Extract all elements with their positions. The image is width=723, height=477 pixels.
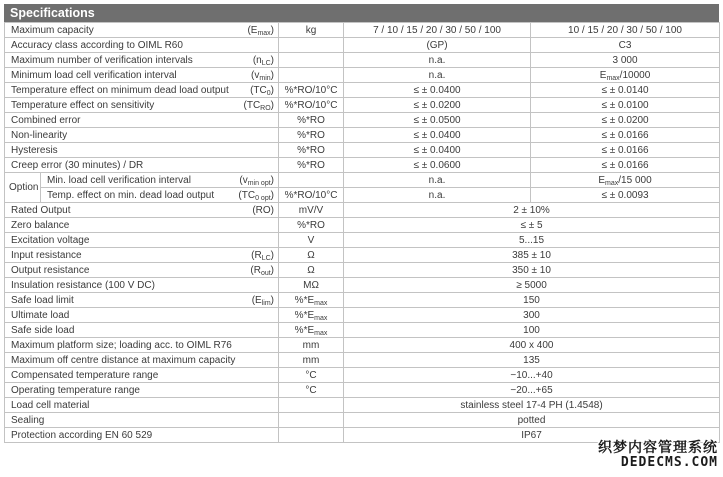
- value-c3-cell: ≤ ± 0.0166: [531, 158, 720, 173]
- value-c3-cell: ≤ ± 0.0166: [531, 128, 720, 143]
- value-c3-cell: 3 000: [531, 53, 720, 68]
- param-name: Sealing: [11, 414, 45, 426]
- spec-row: [5, 53, 720, 68]
- unit-cell: mV/V: [279, 203, 344, 218]
- merged-value-cell: stainless steel 17-4 PH (1.4548): [344, 398, 720, 413]
- unit-cell: [279, 428, 344, 443]
- param-name: Safe side load: [11, 324, 75, 336]
- merged-value-cell: 135: [344, 353, 720, 368]
- param-name: Maximum capacity: [11, 24, 94, 36]
- unit-cell: mm: [279, 338, 344, 353]
- merged-value-cell: 150: [344, 293, 720, 308]
- param-cell: [5, 338, 279, 353]
- spec-row: [5, 398, 720, 413]
- param-name: Load cell material: [11, 399, 90, 411]
- value-gp-cell: ≤ ± 0.0600: [344, 158, 531, 173]
- param-cell: [5, 248, 279, 263]
- param-name: Temperature effect on minimum dead load output: [11, 84, 229, 96]
- spec-table: [4, 22, 720, 443]
- spec-row: [5, 83, 720, 98]
- param-symbol: $(R_{LC})$: [251, 249, 275, 262]
- param-cell: [5, 293, 279, 308]
- param-name: Temp. effect on min. dead load output: [47, 189, 215, 201]
- watermark-line2: DEDECMS.COM: [620, 455, 718, 470]
- unit-cell: [279, 68, 344, 83]
- spec-row: [5, 248, 720, 263]
- value-gp-cell: n.a.: [344, 53, 531, 68]
- value-c3-cell: ≤ ± 0.0140: [531, 83, 720, 98]
- unit-cell: V: [279, 233, 344, 248]
- watermark-line1: 织梦内容管理系统: [598, 439, 718, 455]
- merged-value-cell: 100: [344, 323, 720, 338]
- unit-cell: $\%*E_{max}$: [279, 323, 344, 338]
- param-name: Min. load cell verification interval: [47, 174, 191, 186]
- merged-value-cell: 400 x 400: [344, 338, 720, 353]
- param-cell: [5, 203, 279, 218]
- param-symbol: $(TC_{0 opt})$: [238, 189, 275, 202]
- spec-row: [5, 353, 720, 368]
- param-symbol: $(v_{min})$: [251, 69, 275, 82]
- param-name: Maximum off centre distance at maximum capacity: [11, 354, 236, 366]
- spec-row: [5, 383, 720, 398]
- param-cell: [5, 233, 279, 248]
- merged-value-cell: −20...+65: [344, 383, 720, 398]
- value-c3-cell: C3: [531, 38, 720, 53]
- spec-row: [5, 158, 720, 173]
- param-name: Excitation voltage: [11, 234, 90, 246]
- param-symbol: $(v_{min opt})$: [239, 174, 275, 187]
- unit-cell: %*RO/10°C: [279, 98, 344, 113]
- unit-cell: %*RO: [279, 113, 344, 128]
- spec-row: [5, 143, 720, 158]
- unit-cell: %*RO: [279, 158, 344, 173]
- param-cell: [5, 218, 279, 233]
- spec-row: [5, 188, 720, 203]
- param-symbol: $(E_{lim})$: [251, 294, 275, 307]
- spec-table-body: [5, 23, 720, 443]
- value-gp-cell: ≤ ± 0.0500: [344, 113, 531, 128]
- param-name: Rated Output: [11, 204, 71, 216]
- spec-row: [5, 128, 720, 143]
- unit-cell: °C: [279, 368, 344, 383]
- param-cell: [5, 158, 279, 173]
- merged-value-cell: ≤ ± 5: [344, 218, 720, 233]
- param-cell: [5, 383, 279, 398]
- param-name: Creep error (30 minutes) / DR: [11, 159, 144, 171]
- param-name: Accuracy class according to OIML R60: [11, 39, 183, 51]
- spec-row: [5, 38, 720, 53]
- param-cell: [5, 428, 279, 443]
- param-cell: [41, 188, 279, 203]
- value-c3-cell: $E_{max}/10000$: [531, 68, 720, 83]
- param-cell: [5, 23, 279, 38]
- unit-cell: MΩ: [279, 278, 344, 293]
- unit-cell: Ω: [279, 263, 344, 278]
- spec-row: [5, 368, 720, 383]
- param-name: Input resistance: [11, 249, 82, 261]
- param-name: Operating temperature range: [11, 384, 140, 396]
- param-symbol: $(E_{max})$: [247, 24, 275, 37]
- spec-row: [5, 218, 720, 233]
- value-gp-cell: ≤ ± 0.0400: [344, 83, 531, 98]
- value-c3-cell: ≤ ± 0.0200: [531, 113, 720, 128]
- merged-value-cell: IP67: [344, 428, 720, 443]
- param-cell: [5, 83, 279, 98]
- spec-row: [5, 263, 720, 278]
- merged-value-cell: 5...15: [344, 233, 720, 248]
- param-symbol: $(R_{out})$: [250, 264, 275, 277]
- param-cell: [5, 53, 279, 68]
- unit-cell: [279, 53, 344, 68]
- param-name: Non-linearity: [11, 129, 68, 141]
- spec-row: [5, 233, 720, 248]
- param-cell: [5, 68, 279, 83]
- param-cell: [5, 323, 279, 338]
- param-name: Zero balance: [11, 219, 70, 231]
- value-gp-cell: (GP): [344, 38, 531, 53]
- page-title: Specifications: [4, 4, 719, 22]
- unit-cell: Ω: [279, 248, 344, 263]
- value-c3-cell: ≤ ± 0.0100: [531, 98, 720, 113]
- spec-row: [5, 413, 720, 428]
- merged-value-cell: 385 ± 10: [344, 248, 720, 263]
- spec-row: [5, 308, 720, 323]
- param-cell: [5, 128, 279, 143]
- spec-row: [5, 293, 720, 308]
- unit-cell: $\%*E_{max}$: [279, 308, 344, 323]
- spec-row: [5, 23, 720, 38]
- param-cell: [5, 113, 279, 128]
- unit-cell: [279, 398, 344, 413]
- value-gp-cell: ≤ ± 0.0400: [344, 128, 531, 143]
- spec-row: [5, 278, 720, 293]
- param-name: Safe load limit: [11, 294, 74, 306]
- param-name: Combined error: [11, 114, 81, 126]
- spec-row: [5, 98, 720, 113]
- value-c3-cell: ≤ ± 0.0093: [531, 188, 720, 203]
- param-name: Maximum number of verification intervals: [11, 54, 193, 66]
- spec-row: [5, 68, 720, 83]
- param-cell: [41, 173, 279, 188]
- param-cell: [5, 143, 279, 158]
- value-gp-cell: n.a.: [344, 68, 531, 83]
- spec-row: [5, 338, 720, 353]
- param-cell: [5, 398, 279, 413]
- param-cell: [5, 98, 279, 113]
- param-name: Insulation resistance (100 V DC): [11, 279, 155, 291]
- spec-row: [5, 113, 720, 128]
- value-c3-cell: 10 / 15 / 20 / 30 / 50 / 100: [531, 23, 720, 38]
- param-cell: [5, 353, 279, 368]
- param-symbol: (RO): [252, 204, 275, 216]
- unit-cell: [279, 413, 344, 428]
- unit-cell: %*RO: [279, 143, 344, 158]
- param-symbol: $(n_{LC})$: [252, 54, 275, 67]
- param-cell: [5, 263, 279, 278]
- unit-cell: %*RO/10°C: [279, 83, 344, 98]
- value-gp-cell: 7 / 10 / 15 / 20 / 30 / 50 / 100: [344, 23, 531, 38]
- param-name: Minimum load cell verification interval: [11, 69, 177, 81]
- param-name: Ultimate load: [11, 309, 70, 321]
- unit-cell: %*RO/10°C: [279, 188, 344, 203]
- merged-value-cell: 2 ± 10%: [344, 203, 720, 218]
- value-gp-cell: n.a.: [344, 188, 531, 203]
- param-cell: [5, 413, 279, 428]
- merged-value-cell: −10...+40: [344, 368, 720, 383]
- param-name: Output resistance: [11, 264, 90, 276]
- value-gp-cell: n.a.: [344, 173, 531, 188]
- merged-value-cell: potted: [344, 413, 720, 428]
- unit-cell: °C: [279, 383, 344, 398]
- param-name: Protection according EN 60 529: [11, 429, 153, 441]
- spec-row: [5, 323, 720, 338]
- value-c3-cell: ≤ ± 0.0166: [531, 143, 720, 158]
- value-c3-cell: $E_{max}/15$ 000: [531, 173, 720, 188]
- unit-cell: mm: [279, 353, 344, 368]
- param-name: Maximum platform size; loading acc. to OIML R76: [11, 339, 232, 351]
- value-gp-cell: ≤ ± 0.0400: [344, 143, 531, 158]
- watermark-cms: [598, 440, 718, 470]
- param-cell: [5, 278, 279, 293]
- merged-value-cell: 350 ± 10: [344, 263, 720, 278]
- unit-cell: [279, 173, 344, 188]
- spec-row: [5, 203, 720, 218]
- spec-row: [5, 173, 720, 188]
- param-name: Compensated temperature range: [11, 369, 159, 381]
- unit-cell: $\%*E_{max}$: [279, 293, 344, 308]
- unit-cell: %*RO: [279, 128, 344, 143]
- merged-value-cell: ≥ 5000: [344, 278, 720, 293]
- param-symbol: $(TC_0)$: [250, 84, 275, 97]
- param-cell: [5, 308, 279, 323]
- param-name: Temperature effect on sensitivity: [11, 99, 155, 111]
- unit-cell: %*RO: [279, 218, 344, 233]
- param-cell: [5, 368, 279, 383]
- merged-value-cell: 300: [344, 308, 720, 323]
- param-name: Hysteresis: [11, 144, 58, 156]
- param-symbol: $(TC_{RO})$: [243, 99, 275, 112]
- unit-cell: kg: [279, 23, 344, 38]
- option-group-cell: Option: [5, 173, 41, 203]
- value-gp-cell: ≤ ± 0.0200: [344, 98, 531, 113]
- param-cell: [5, 38, 279, 53]
- unit-cell: [279, 38, 344, 53]
- spec-table-container: [4, 4, 719, 443]
